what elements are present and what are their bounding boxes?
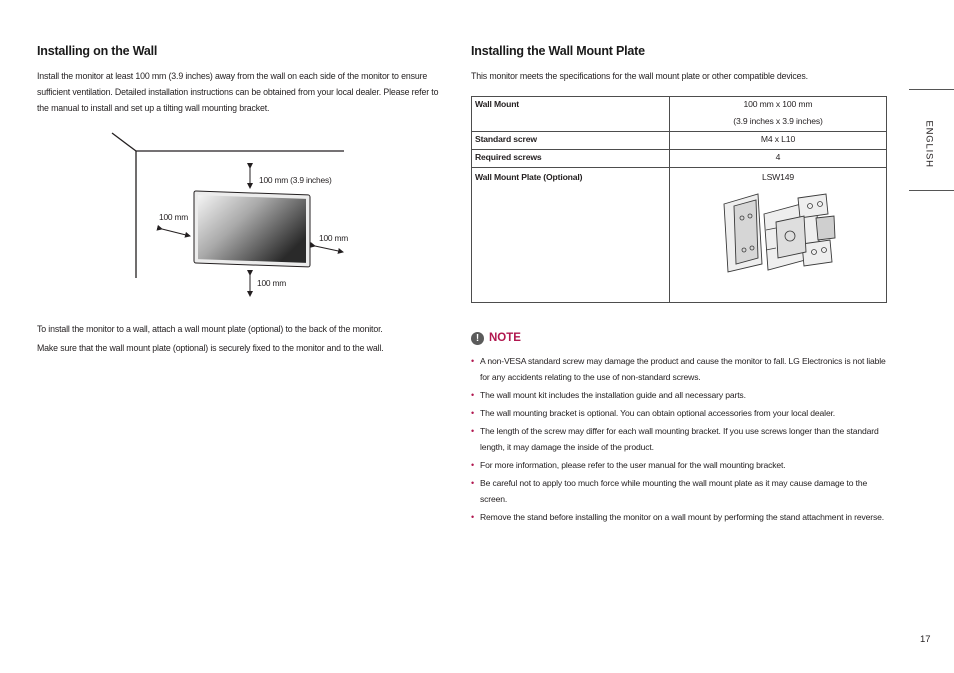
list-item: • Remove the stand before installing the monitor on a wall mount by performing the stand attachment in reverse. [471,509,891,525]
intro-line: sufficient ventilation. Detailed installation instructions can be obtained from your local dealer. Please refer to [37,87,439,97]
required-screws-value: 4 [670,150,887,168]
wall-mount-plate-label: Wall Mount Plate (Optional) [472,168,670,303]
section-heading-installing-on-wall: Installing on the Wall [37,44,158,58]
outro-line: To install the monitor to a wall, attach a wall mount plate (optional) to the back of the monitor. [37,324,383,334]
wall-mount-plate-image [720,192,836,276]
required-screws-label: Required screws [472,150,670,168]
standard-screw-label: Standard screw [472,132,670,150]
section-heading-wall-mount-plate: Installing the Wall Mount Plate [471,44,645,58]
table-row [472,97,887,132]
right-clearance-label: 100 mm [319,233,349,243]
wall-mount-label: Wall Mount [472,97,670,132]
intro-line: Install the monitor at least 100 mm (3.9 inches) away from the wall on each side of the monitor to ensure [37,71,428,81]
left-clearance-arrow [162,229,190,236]
wall-clearance-diagram [110,128,370,303]
wall-corner-line [112,133,136,151]
side-tab-top-rule [909,89,954,90]
list-item: • The length of the screw may differ for each wall mounting bracket. If you use screws longer than the standard length, it may damage the inside of the product. [471,423,891,455]
note-title: NOTE [489,332,521,344]
table-row [472,150,887,168]
intro-line: the manual to install and set up a tilting wall mounting bracket. [37,103,270,113]
language-tab-label: ENGLISH [923,120,935,168]
installing-on-wall-outro [37,320,383,358]
wall-mount-value: 100 mm x 100 mm (3.9 inches x 3.9 inches) [670,97,887,132]
note-header [471,329,521,347]
bottom-clearance-label: 100 mm [257,278,287,288]
list-item: • A non-VESA standard screw may damage the product and cause the monitor to fall. LG Electronics is not liable for any accidents relating to the use of non-standard screws. [471,353,891,385]
note-list [471,353,891,527]
table-row [472,132,887,150]
page-number: 17 [920,634,931,645]
left-clearance-label: 100 mm [159,212,189,222]
wall-mount-plate-value: LSW149 [670,168,887,303]
installing-on-wall-intro [37,68,438,116]
top-clearance-label: 100 mm (3.9 inches) [259,175,332,185]
outro-line: Make sure that the wall mount plate (optional) is securely fixed to the monitor and to the wall. [37,343,384,353]
right-clearance-arrow [315,246,343,252]
wall-mount-spec-table [471,96,887,303]
monitor-illustration [194,191,310,267]
list-item: • Be careful not to apply too much force while mounting the wall mount plate as it may cause damage to the screen. [471,475,891,507]
table-row [472,168,887,303]
standard-screw-value: M4 x L10 [670,132,887,150]
exclamation-icon: ! [471,332,484,345]
side-tab-bottom-rule [909,190,954,191]
list-item: • For more information, please refer to the user manual for the wall mounting bracket. [471,457,891,473]
wall-mount-plate-intro: This monitor meets the specifications for the wall mount plate or other compatible devices. [471,71,808,81]
list-item: • The wall mount kit includes the installation guide and all necessary parts. [471,387,891,403]
list-item: • The wall mounting bracket is optional. You can obtain optional accessories from your local dealer. [471,405,891,421]
